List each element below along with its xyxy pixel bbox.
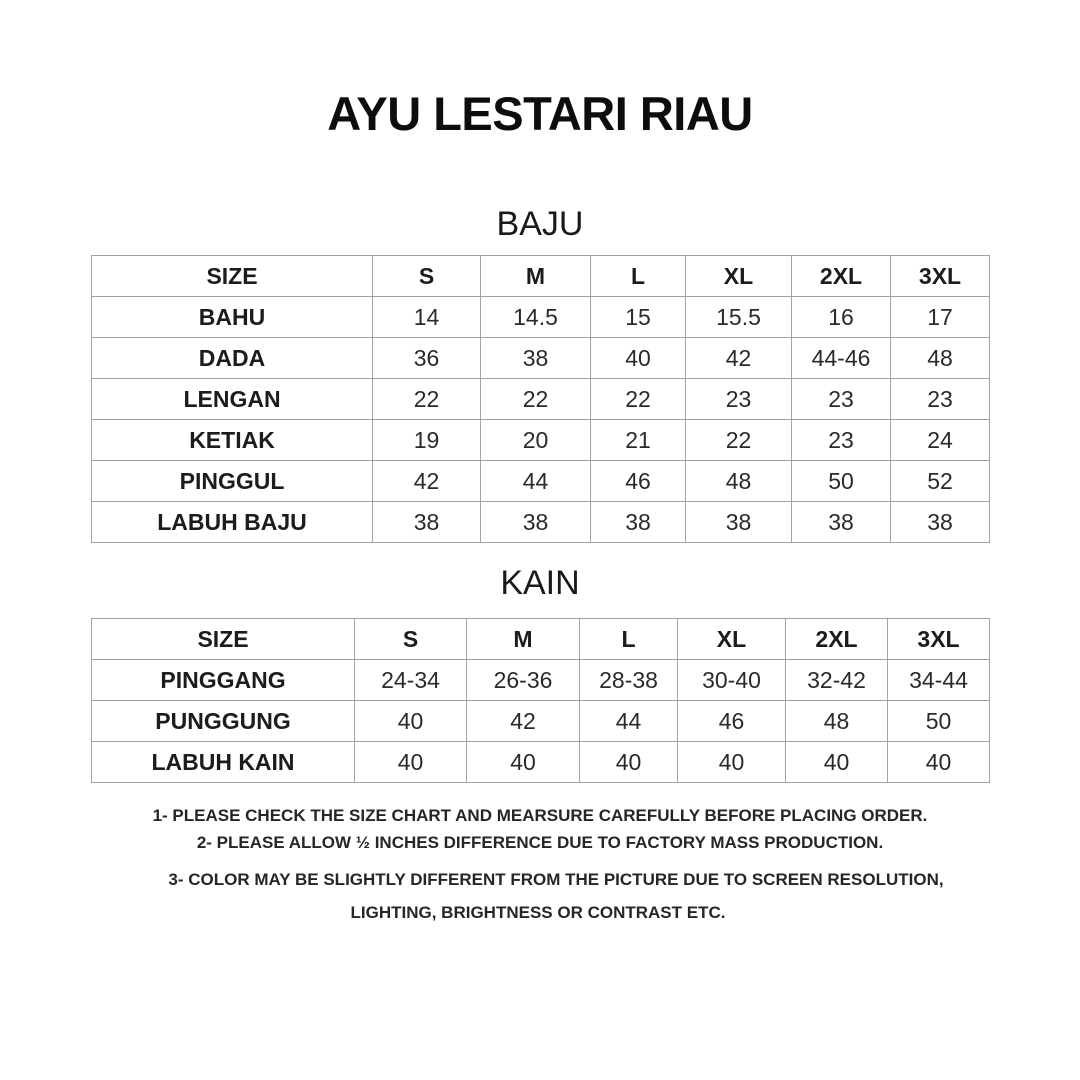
table-cell: 40 <box>678 742 786 783</box>
table-cell: 42 <box>467 701 580 742</box>
baju-size-table <box>91 255 990 543</box>
header-cell: 3XL <box>888 619 990 660</box>
table-cell: 40 <box>786 742 888 783</box>
baju-heading: BAJU <box>496 205 584 243</box>
table-cell: 23 <box>792 420 891 461</box>
note-check-size: 1- PLEASE CHECK THE SIZE CHART AND MEARSURE CAREFULLY BEFORE PLACING ORDER. <box>152 806 928 825</box>
table-cell: 15 <box>591 297 686 338</box>
table-cell: 40 <box>467 742 580 783</box>
table-cell: 22 <box>373 379 481 420</box>
table-cell: 30-40 <box>678 660 786 701</box>
table-row <box>92 379 990 420</box>
note-color-difference: 3- COLOR MAY BE SLIGHTLY DIFFERENT FROM THE PICTURE DUE TO SCREEN RESOLUTION, <box>168 870 944 889</box>
table-cell: 50 <box>888 701 990 742</box>
row-label: KETIAK <box>92 420 373 461</box>
header-cell: 3XL <box>891 256 990 297</box>
table-cell: 42 <box>373 461 481 502</box>
table-cell: 40 <box>355 701 467 742</box>
table-cell: 23 <box>686 379 792 420</box>
note-allowance: 2- PLEASE ALLOW ½ INCHES DIFFERENCE DUE TO FACTORY MASS PRODUCTION. <box>196 833 884 852</box>
row-label: LABUH KAIN <box>92 742 355 783</box>
table-cell: 48 <box>891 338 990 379</box>
table-cell: 22 <box>686 420 792 461</box>
row-label: PINGGUL <box>92 461 373 502</box>
table-cell: 38 <box>481 502 591 543</box>
table-cell: 17 <box>891 297 990 338</box>
header-cell: M <box>467 619 580 660</box>
table-row <box>92 742 990 783</box>
header-cell: XL <box>686 256 792 297</box>
table-cell: 52 <box>891 461 990 502</box>
header-cell: 2XL <box>792 256 891 297</box>
table-cell: 38 <box>481 338 591 379</box>
table-cell: 19 <box>373 420 481 461</box>
table-cell: 32-42 <box>786 660 888 701</box>
row-label: LABUH BAJU <box>92 502 373 543</box>
kain-size-table <box>91 618 990 783</box>
table-cell: 40 <box>591 338 686 379</box>
table-cell: 23 <box>792 379 891 420</box>
table-cell: 38 <box>891 502 990 543</box>
table-cell: 16 <box>792 297 891 338</box>
table-cell: 23 <box>891 379 990 420</box>
table-cell: 15.5 <box>686 297 792 338</box>
row-label: DADA <box>92 338 373 379</box>
table-cell: 50 <box>792 461 891 502</box>
table-row <box>92 701 990 742</box>
table-cell: 24-34 <box>355 660 467 701</box>
table-cell: 44-46 <box>792 338 891 379</box>
row-label: LENGAN <box>92 379 373 420</box>
table-cell: 40 <box>580 742 678 783</box>
table-cell: 46 <box>678 701 786 742</box>
kain-heading: KAIN <box>500 564 580 602</box>
table-row <box>92 338 990 379</box>
table-cell: 38 <box>591 502 686 543</box>
table-cell: 48 <box>686 461 792 502</box>
table-cell: 44 <box>481 461 591 502</box>
table-cell: 26-36 <box>467 660 580 701</box>
table-cell: 21 <box>591 420 686 461</box>
table-header-row <box>92 256 990 297</box>
table-cell: 22 <box>591 379 686 420</box>
table-cell: 48 <box>786 701 888 742</box>
table-cell: 14.5 <box>481 297 591 338</box>
table-cell: 22 <box>481 379 591 420</box>
table-cell: 36 <box>373 338 481 379</box>
table-cell: 34-44 <box>888 660 990 701</box>
table-cell: 40 <box>355 742 467 783</box>
header-cell: XL <box>678 619 786 660</box>
table-row <box>92 461 990 502</box>
table-cell: 14 <box>373 297 481 338</box>
table-row <box>92 420 990 461</box>
header-cell: SIZE <box>92 256 373 297</box>
row-label: BAHU <box>92 297 373 338</box>
header-cell: M <box>481 256 591 297</box>
table-cell: 20 <box>481 420 591 461</box>
page-title: AYU LESTARI RIAU <box>327 87 753 140</box>
table-cell: 46 <box>591 461 686 502</box>
table-cell: 38 <box>792 502 891 543</box>
table-row <box>92 297 990 338</box>
header-cell: SIZE <box>92 619 355 660</box>
row-label: PUNGGUNG <box>92 701 355 742</box>
header-cell: 2XL <box>786 619 888 660</box>
table-row <box>92 502 990 543</box>
header-cell: L <box>580 619 678 660</box>
table-row <box>92 660 990 701</box>
table-header-row <box>92 619 990 660</box>
table-cell: 44 <box>580 701 678 742</box>
note-color-difference-cont: LIGHTING, BRIGHTNESS OR CONTRAST ETC. <box>350 903 726 922</box>
table-cell: 42 <box>686 338 792 379</box>
table-cell: 38 <box>686 502 792 543</box>
header-cell: S <box>355 619 467 660</box>
table-cell: 40 <box>888 742 990 783</box>
row-label: PINGGANG <box>92 660 355 701</box>
table-cell: 38 <box>373 502 481 543</box>
table-cell: 28-38 <box>580 660 678 701</box>
header-cell: S <box>373 256 481 297</box>
table-cell: 24 <box>891 420 990 461</box>
header-cell: L <box>591 256 686 297</box>
